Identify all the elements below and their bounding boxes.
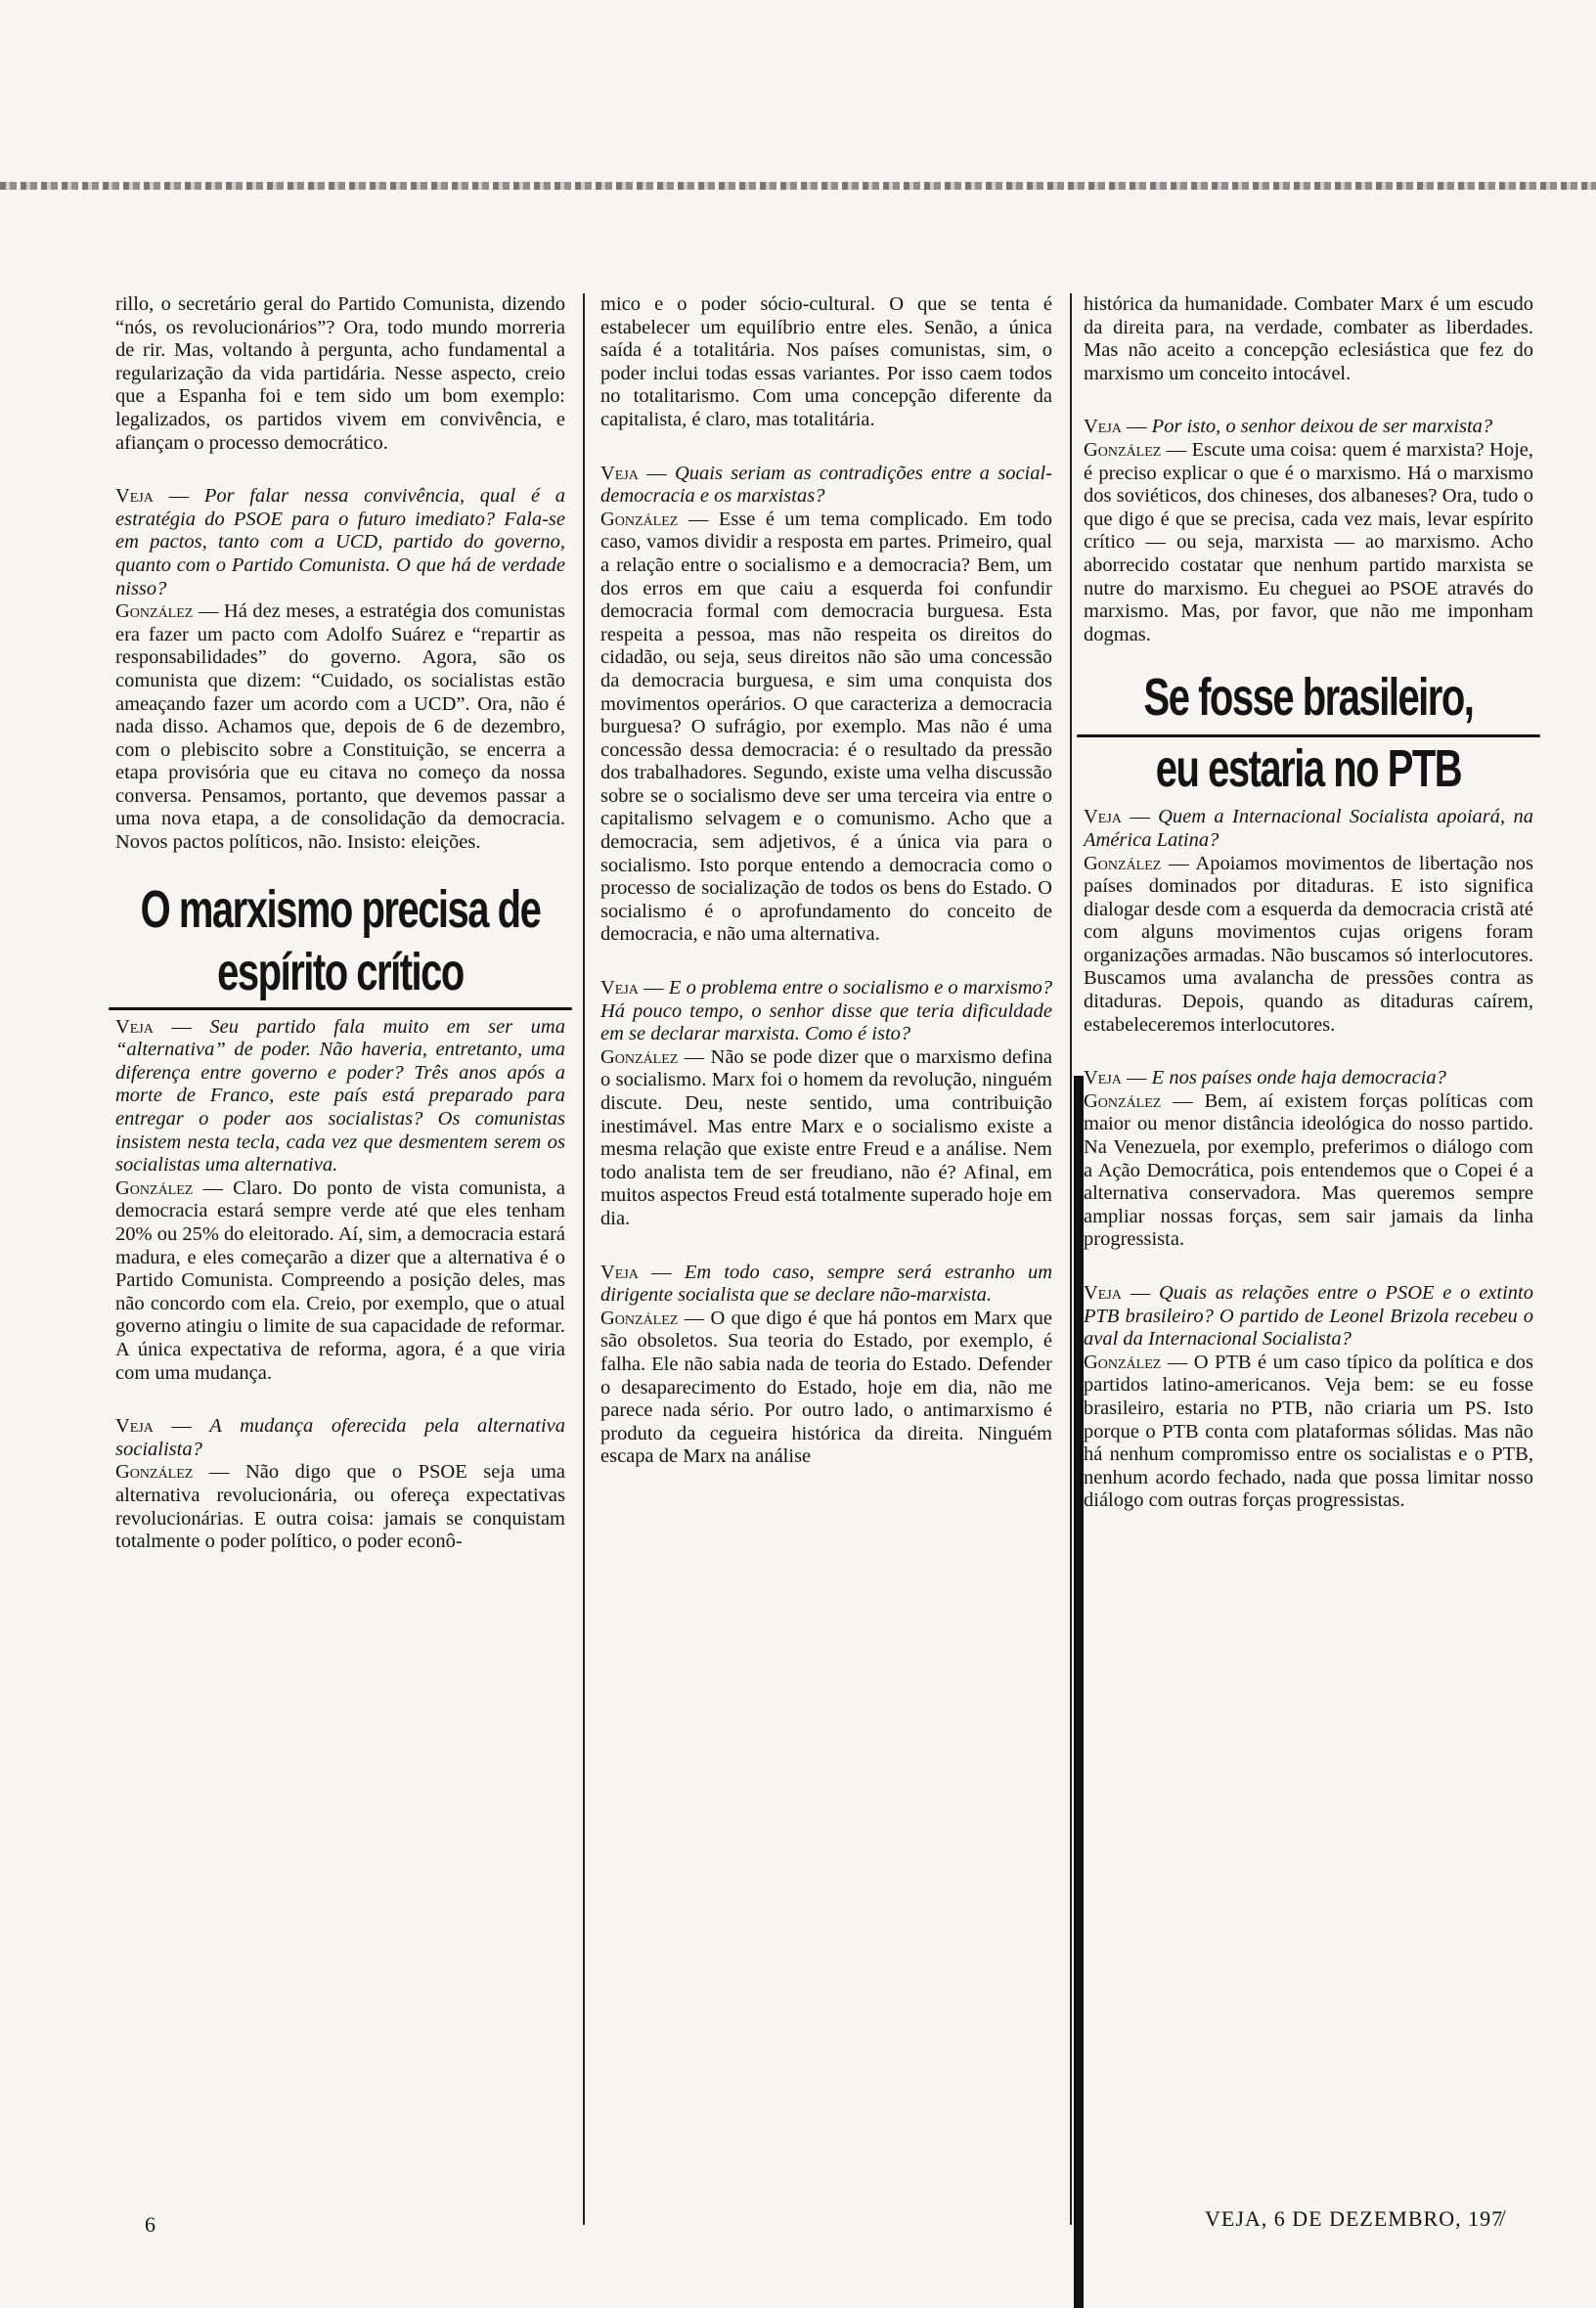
interview-answer: [115, 1177, 565, 1385]
question-text: E nos países onde haja democracia?: [1151, 1067, 1446, 1089]
answer-text: Não digo que o PSOE seja uma alternativa revolucionária, ou ofereça expectativas revolucionárias. E outra coisa: jamais se conquistam totalmente o poder político, o poder econô-: [115, 1461, 566, 1553]
answer-text: O PTB é um caso típico da política e dos partidos latino-americanos. Veja bem: se eu fosse brasileiro, estaria no PTB, não criaria um PS. Isto porque o PTB conta com plataformas sólidas. Mas não há nenhum compromisso entre os socialistas e o PTB, nenhum acordo fechado, nada que possa limitar nosso diálogo com outras forças progressistas.: [1084, 1351, 1534, 1512]
interview-question: [1084, 806, 1533, 852]
speaker-label: González —: [1084, 438, 1187, 461]
answer-text: Escute uma coisa: quem é marxista? Hoje, é preciso explicar o que é o marxismo. Há o marxismo dos soviéticos, dos chineses, dos albaneses? Ora, tudo o que digo é que se precisa, cada vez mais, levar espírito crítico — ou seja, marxista — ao marxismo. Acho aborrecido costatar que nenhum partido marxista se nutre do marxismo. Eu cheguei ao PSOE através do marxismo. Mas, por favor, que não me imponham dogmas.: [1084, 438, 1534, 645]
paragraph: rillo, o secretário geral do Partido Comunista, dizendo “nós, os revolucionários”? Ora, todo mundo morreria de rir. Mas, voltando à pergunta, acho fundamental a regularização da vida partidária. Nesse aspecto, creio que a Espanha foi e tem sido um bom exemplo: legalizados, os partidos vivem em convivência, e afiançam o processo democrático.: [115, 293, 565, 454]
interview-answer: [1084, 1090, 1533, 1252]
interview-question: [1084, 1067, 1533, 1090]
interview-question: [600, 463, 1052, 509]
speaker-label: González —: [1084, 1089, 1193, 1112]
interview-answer: [115, 1461, 565, 1553]
page-number: 6: [145, 2212, 155, 2237]
interview-answer: [115, 600, 565, 855]
question-text: Quais as relações entre o PSOE e o extinto PTB brasileiro? O partido de Leonel Brizola recebeu o aval da Internacional Socialista?: [1084, 1282, 1533, 1351]
speaker-label: González —: [115, 600, 219, 623]
interview-question: [115, 485, 565, 600]
interview-question: [115, 1415, 565, 1461]
interview-answer: [600, 1046, 1052, 1231]
answer-text: O que digo é que há pontos em Marx que são obsoletos. Sua teoria do Estado, por exemplo, é falha. Ele não sabia nada de teoria do Estado. Defender o desaparecimento do Estado, hoje em dia, não me parece nada sério. Por outro lado, o antimarxismo é produto da cegueira histórica da direita. Ninguém escapa de Marx na análise: [600, 1307, 1053, 1468]
speaker-label: González —: [1084, 852, 1189, 874]
question-text: Quais seriam as contradições entre a social-democracia e os marxistas?: [600, 462, 1053, 508]
headline-line: Se fosse brasileiro,: [1077, 666, 1540, 737]
speaker-label: González —: [600, 508, 709, 530]
question-text: A mudança oferecida pela alternativa socialista?: [115, 1415, 565, 1460]
speaker-label: González —: [115, 1176, 223, 1199]
speaker-label: González —: [600, 1045, 705, 1068]
headline-line: espírito crítico: [217, 942, 464, 1001]
answer-text: Há dez meses, a estratégia dos comunistas era fazer um pacto com Adolfo Suárez e “repartir as responsabilidades” do governo. Agora, são os comunista que dizem: “Cuidado, os socialistas estão ameaçando fazer um acordo com a UCD”. Ora, não é nada disso. Achamos que, depois de 6 de dezembro, com o plebiscito sobre a Constituição, se encerra a etapa provisória que eu citava no começo da nossa conversa. Pensamos, portanto, que devemos passar a uma nova etapa, a de consolidação da democracia. Novos pactos políticos, não. Insisto: eleições.: [115, 600, 565, 854]
section-headline: [1077, 666, 1540, 800]
column-divider: [583, 293, 585, 2225]
speaker-label: Veja —: [115, 485, 190, 508]
answer-text: Bem, aí existem forças políticas com maior ou menor distância ideológica do nosso partido. Na Venezuela, por exemplo, preferimos o diálogo com a Ação Democrática, pois entendemos que o Copei é a alternativa conservadora. Mas queremos sempre ampliar nossas forças, sem sair jamais da linha progressista.: [1084, 1089, 1534, 1251]
speaker-label: González —: [115, 1461, 230, 1484]
speaker-label: Veja —: [1084, 416, 1147, 438]
speaker-label: Veja —: [1084, 806, 1150, 828]
interview-question: [600, 977, 1052, 1046]
top-decorative-rule: [0, 182, 1596, 190]
answer-text: Claro. Do ponto de vista comunista, a democracia estará sempre verde até que eles tenham 20% ou 25% do eleitorado. Aí, sim, a democracia estará madura, e eles começarão a dizer que a alternativa é o Partido Comunista. Compreendo a posição deles, mas não concordo com ela. Creio, por exemplo, que o atual governo atingiu o limite de sua capacidade de reformar. A única expectativa de reforma, agora, é a que viria com uma mudança.: [115, 1176, 566, 1384]
answer-text: Esse é um tema complicado. Em todo caso, vamos dividir a resposta em partes. Primeiro, qual a relação entre o socialismo e a democracia? Bem, um dos erros em que caiu a esquerda foi confundir democracia formal com democracia burguesa. Esta respeita a pessoa, mas não respeita os direitos do cidadão, ou seja, seus direitos não são uma concessão da democracia burguesa, e sim uma conquista dos movimentos operários. O que caracteriza a democracia burguesa? O sufrágio, por exemplo. Mas não é uma concessão dessa democracia: é o resultado da pressão dos trabalhadores. Segundo, existe uma velha discussão sobre se o socialismo deve ser uma terceira via entre o capitalismo selvagem e o comunismo. Acho que a democracia, sem adjetivos, é a única via para o socialismo. Isto porque entendo a democracia como o processo de socialização de todos os bens do Estado. O socialismo é o aprofundamento do conceito de democracia, e não uma alternativa.: [600, 508, 1053, 946]
interview-question: [1084, 416, 1533, 439]
speaker-label: Veja —: [115, 1415, 193, 1438]
column-divider: [1070, 293, 1072, 2225]
column-divider-bold: [1074, 1076, 1084, 2308]
interview-answer: [600, 509, 1052, 947]
speaker-label: González —: [1084, 1351, 1188, 1373]
issue-line: VEJA, 6 DE DEZEMBRO, 197̸: [1205, 2206, 1504, 2231]
headline-line: eu estaria no PTB: [1155, 739, 1462, 799]
speaker-label: Veja —: [1084, 1067, 1147, 1089]
speaker-label: Veja —: [1084, 1282, 1151, 1304]
interview-answer: [600, 1308, 1052, 1469]
speaker-label: Veja —: [115, 1015, 192, 1038]
paragraph: histórica da humanidade. Combater Marx é um escudo da direita para, na verdade, combater as liberdades. Mas não aceito a concepção eclesiástica que fez do marxismo um conceito intocável.: [1084, 293, 1533, 384]
answer-text: Não se pode dizer que o marxismo defina o socialismo. Marx foi o homem da revolução, ninguém discute. Deu, neste sentido, uma contribuição inestimável. Mas entre Marx e o socialismo existe a mesma relação que existe entre Freud e a análise. Nem todo analista tem de ser freudiano, não é? Afinal, em muitos aspectos Freud está totalmente superado hoje em dia.: [600, 1045, 1053, 1229]
question-text: Por isto, o senhor deixou de ser marxista?: [1151, 416, 1493, 438]
interview-question: [600, 1262, 1052, 1308]
interview-answer: [1084, 853, 1533, 1038]
article-column-1: [115, 293, 565, 1554]
headline-line: O marxismo precisa de: [140, 879, 541, 939]
question-text: Por falar nessa convivência, qual é a estratégia do PSOE para o futuro imediato? Fala-se em pactos, tanto com a UCD, partido do governo, quanto com o Partido Comunista. O que há de verdade nisso?: [115, 485, 566, 599]
speaker-label: Veja —: [600, 977, 664, 999]
interview-answer: [1084, 439, 1533, 646]
answer-text: Apoiamos movimentos de libertação nos países dominados por ditaduras. E isto significa dialogar desde com a esquerda da democracia cristã até com alguns movimentos cujas origens foram organizações armadas. Não buscamos só interlocutores. Buscamos uma avalancha de pressões contra as ditaduras. Depois, quando as ditaduras caírem, estabeleceremos interlocutores.: [1084, 852, 1533, 1036]
article-column-3: [1084, 293, 1533, 1513]
article-column-2: [600, 293, 1052, 1469]
interview-answer: [1084, 1352, 1533, 1513]
interview-question: [115, 1016, 565, 1177]
speaker-label: Veja —: [600, 462, 667, 484]
speaker-label: González —: [600, 1307, 705, 1329]
interview-question: [1084, 1282, 1533, 1352]
question-text: Em todo caso, sempre será estranho um dirigente socialista que se declare não-marxista.: [600, 1261, 1053, 1307]
speaker-label: Veja —: [600, 1261, 672, 1283]
question-text: E o problema entre o socialismo e o marxismo? Há pouco tempo, o senhor disse que teria dificuldade em se declarar marxista. Como é isto?: [600, 977, 1053, 1045]
question-text: Quem a Internacional Socialista apoiará, na América Latina?: [1084, 806, 1533, 851]
paragraph: mico e o poder sócio-cultural. O que se tenta é estabelecer um equilíbrio entre eles. Senão, a única saída é a totalitária. Nos países comunistas, sim, o poder inclui todas essas variantes. Por isso caem todos no totalitarismo. Com uma concepção diferente da capitalista, é claro, mas totalitária.: [600, 293, 1052, 430]
section-headline: [109, 878, 572, 1010]
question-text: Seu partido fala muito em ser uma “alternativa” de poder. Não haveria, entretanto, uma diferença entre governo e poder? Três anos após a morte de Franco, este país está preparado para entregar o poder aos socialistas? Os comunistas insistem nesta tecla, cada vez que desmentem serem os socialistas uma alternativa.: [115, 1015, 565, 1176]
